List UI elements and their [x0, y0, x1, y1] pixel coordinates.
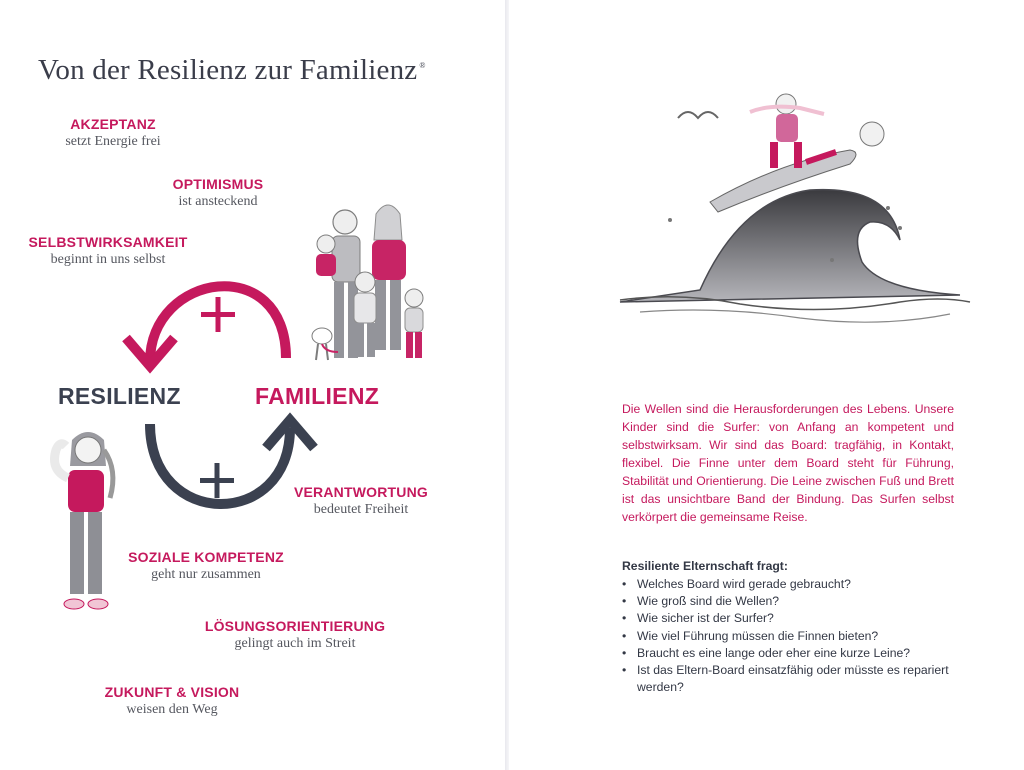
bottom-cycle-arc — [150, 424, 290, 504]
list-item: • Wie sicher ist der Surfer? — [622, 610, 952, 627]
pillar-heading: ZUKUNFT & VISION — [104, 684, 240, 700]
list-item: • Wie viel Führung müssen die Finnen bieten? — [622, 628, 952, 645]
pillar-heading: OPTIMISMUS — [172, 176, 264, 192]
metaphor-paragraph: Die Wellen sind die Herausforderungen des Lebens. Unsere Kinder sind die Surfer: von Anfang an kompetent und selbstwirksam. Wir sind das Board: tragfähig, in Kontakt, flexibel. Die Finne unter dem Board steht für Führung, Stabilität und Orientierung. Die Leine zwischen Fuß und Brett ist das unsichtbare Band der Bindung. Das Surfen selbst verkörpert die gemeinsame Reise. — [622, 402, 954, 524]
pillar-subtitle: ist ansteckend — [178, 194, 258, 209]
pillar-subtitle: weisen den Weg — [126, 702, 218, 717]
list-item: • Wie groß sind die Wellen? — [622, 593, 952, 610]
pillar-heading: VERANTWORTUNG — [293, 484, 429, 500]
seagull-icon — [678, 112, 718, 118]
top-plus-icon — [201, 297, 235, 332]
girl-surfer-icon — [776, 114, 798, 142]
pillar-subtitle: setzt Energie frei — [65, 134, 161, 149]
familienz-label: FAMILIENZ — [255, 383, 380, 409]
list-item: • Braucht es eine lange oder eher eine kurze Leine? — [622, 645, 952, 662]
questions-list — [622, 576, 952, 696]
pillar-subtitle: geht nur zusammen — [151, 567, 261, 582]
list-item: • Ist das Eltern-Board einsatzfähig oder müsste es repariert werden? — [622, 662, 952, 696]
resilienz-label: RESILIENZ — [58, 383, 181, 409]
registered-mark: ® — [419, 61, 426, 71]
pillar-heading: LÖSUNGSORIENTIERUNG — [204, 618, 386, 634]
bottom-plus-icon — [200, 463, 234, 498]
pillar-subtitle: beginnt in uns selbst — [50, 252, 166, 267]
girl-flexing-illustration — [55, 432, 113, 609]
pillar-heading: SOZIALE KOMPETENZ — [128, 549, 284, 565]
pillar-heading: SELBSTWIRKSAMKEIT — [28, 234, 188, 250]
list-item: • Welches Board wird gerade gebraucht? — [622, 576, 952, 593]
title-text: Von der Resilienz zur Familienz — [38, 54, 418, 86]
family-illustration — [312, 205, 423, 360]
pillar-heading: AKZEPTANZ — [70, 116, 156, 132]
pillar-subtitle: bedeutet Freiheit — [313, 502, 409, 517]
questions-title: Resiliente Elternschaft fragt: — [622, 559, 788, 573]
pillar-subtitle: gelingt auch im Streit — [234, 636, 356, 651]
wave-icon — [620, 190, 960, 302]
wave-surfing-illustration — [600, 90, 980, 330]
